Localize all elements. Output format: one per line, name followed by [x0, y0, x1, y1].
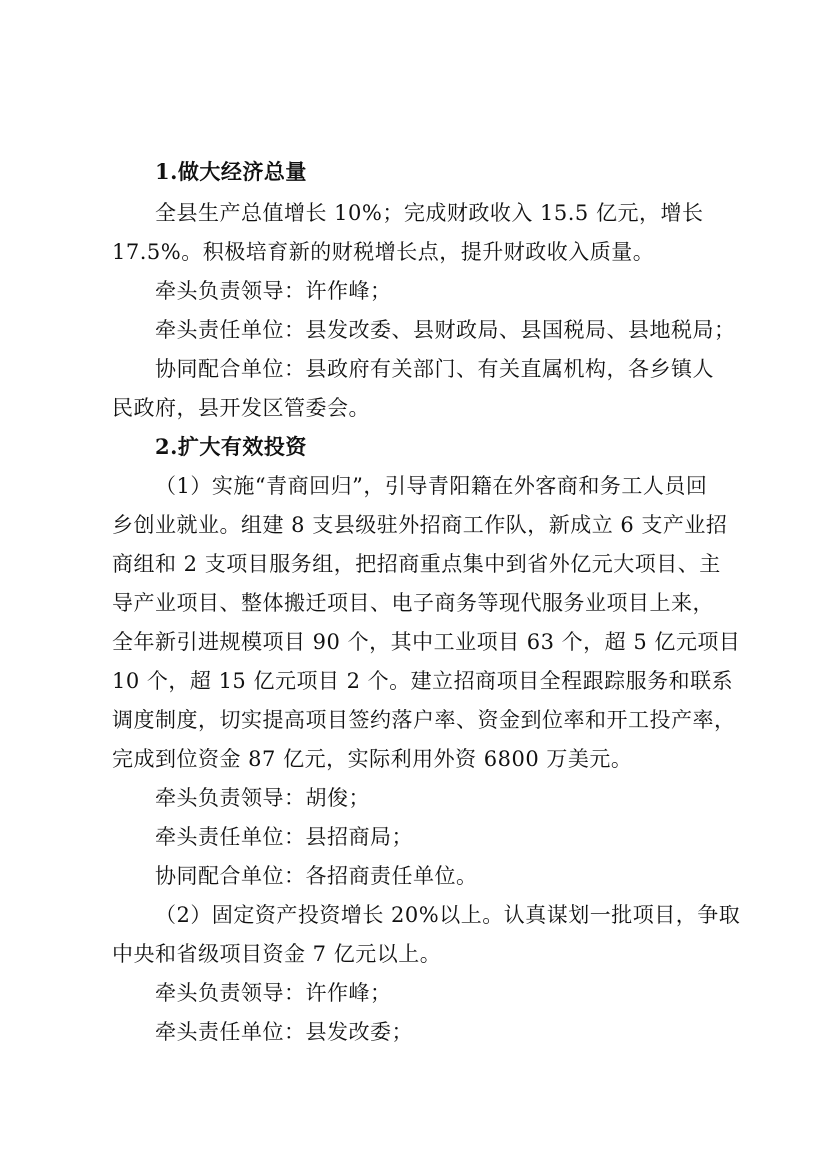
lead-unit-line: 牵头责任单位：县发改委、县财政局、县国税局、县地税局；	[155, 318, 736, 342]
lead-unit-line: 牵头责任单位：县发改委；	[155, 1020, 413, 1044]
paragraph-line: 全年新引进规模项目 90 个，其中工业项目 63 个，超 5 亿元项目	[112, 630, 741, 654]
paragraph-line: 完成到位资金 87 亿元，实际利用外资 6800 万美元。	[112, 747, 633, 771]
lead-leader-line: 牵头负责领导：许作峰；	[155, 279, 392, 303]
paragraph-line: （1）实施“青商回归”，引导青阳籍在外客商和务工人员回	[155, 474, 708, 498]
section-heading-1: 1.做大经济总量	[155, 159, 307, 184]
paragraph-line: 中央和省级项目资金 7 亿元以上。	[112, 942, 442, 966]
section-heading-2: 2.扩大有效投资	[155, 434, 307, 459]
paragraph-line: （2）固定资产投资增长 20%以上。认真谋划一批项目，争取	[155, 903, 741, 927]
paragraph-line: 商组和 2 支项目服务组，把招商重点集中到省外亿元大项目、主	[112, 552, 721, 576]
coop-unit-line: 协同配合单位：各招商责任单位。	[155, 864, 478, 888]
paragraph-line: 导产业项目、整体搬迁项目、电子商务等现代服务业项目上来，	[112, 591, 714, 615]
lead-leader-line: 牵头负责领导：胡俊；	[155, 786, 370, 810]
coop-unit-line-cont: 民政府，县开发区管委会。	[112, 396, 370, 420]
lead-unit-line: 牵头责任单位：县招商局；	[155, 825, 413, 849]
paragraph-line: 10 个，超 15 亿元项目 2 个。建立招商项目全程跟踪服务和联系	[112, 669, 734, 693]
paragraph-line: 乡创业就业。组建 8 支县级驻外招商工作队，新成立 6 支产业招	[112, 513, 728, 537]
coop-unit-line: 协同配合单位：县政府有关部门、有关直属机构，各乡镇人	[155, 357, 714, 381]
paragraph-line: 17.5%。积极培育新的财税增长点，提升财政收入质量。	[112, 240, 655, 264]
paragraph-line: 全县生产总值增长 10%；完成财政收入 15.5 亿元，增长	[155, 201, 704, 225]
lead-leader-line: 牵头负责领导：许作峰；	[155, 981, 392, 1005]
paragraph-line: 调度制度，切实提高项目签约落户率、资金到位率和开工投产率，	[112, 708, 736, 732]
